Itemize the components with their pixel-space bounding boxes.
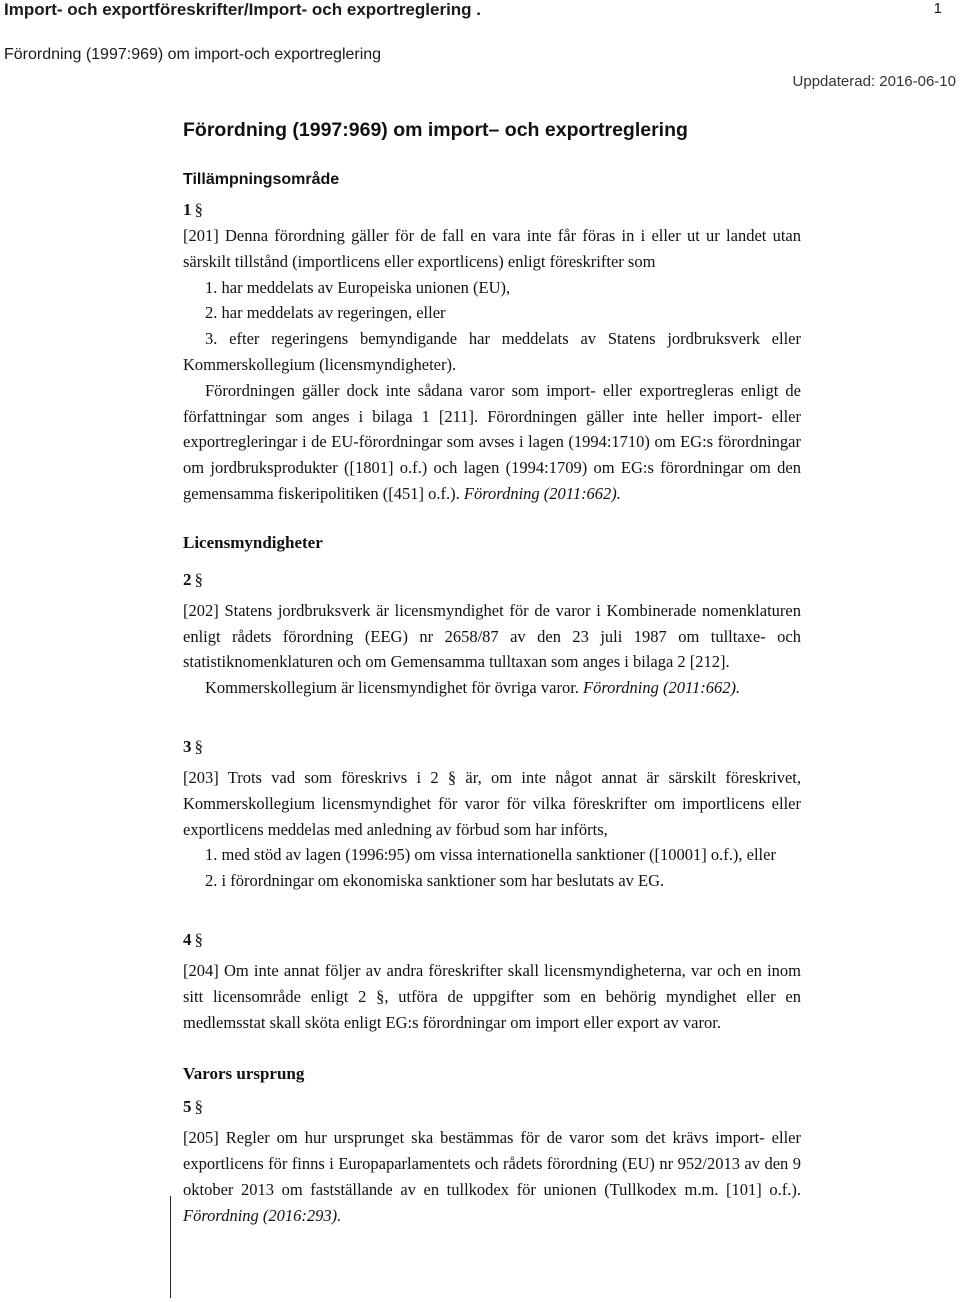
list-item-1-3: 3. efter regeringens bemyndigande har meddelats av Statens jordbruksverk eller Kommerskollegium (licensmyndigheter). bbox=[183, 329, 801, 374]
list-item-1-1: 1. har meddelats av Europeiska unionen (EU), bbox=[205, 277, 511, 297]
list-item-3-2: 2. i förordningar om ekonomiska sanktioner som har beslutats av EG. bbox=[205, 871, 665, 891]
paragraph-1-intro: [201] Denna förordning gäller för de fall en vara inte får föras in i eller ut ur landet utan särskilt tillstånd (importlicens eller exportlicens) enligt föreskrifter som bbox=[183, 226, 801, 271]
amendment-reference: Förordning (2011:662). bbox=[583, 678, 741, 698]
paragraph-4-text-b: , utföra de uppgifter som en behörig myndighet eller en medlemsstat skall sköta enligt EG:s förordningar om import eller export av varor. bbox=[183, 986, 801, 1032]
section-symbol: § bbox=[194, 200, 203, 219]
amendment-reference: Förordning (2011:662). bbox=[463, 483, 621, 503]
paragraph-3-text-b: är, om inte något annat är särskilt föreskrivet, Kommerskollegium licensmyndighet för varor för vilka föreskrifter om importlicens eller exportlicens meddelas med anledning av förbud som har införts, bbox=[183, 767, 802, 839]
section-symbol: § bbox=[194, 569, 203, 589]
paragraph-5-text: [205] Regler om hur ursprunget ska bestämmas för de varor som det krävs import- eller exportlicens för finns i Europaparlamentets och rådets förordning (EU) nr 952/2013 av den 9 oktober 2013 om fastställande av en tullkodex för unionen (Tullkodex m.m. [101] o.f.). bbox=[183, 1128, 801, 1199]
paragraph-4-body bbox=[183, 958, 801, 1035]
paragraph-number-3 bbox=[183, 734, 801, 760]
paragraph-number: 2 bbox=[183, 569, 192, 589]
paragraph-number-2 bbox=[183, 567, 801, 593]
paragraph-2-body: [202] Statens jordbruksverk är licensmyndighet för de varor i Kombinerade nomenklaturen enligt rådets förordning (EEG) nr 2658/87 av den 23 juli 1987 om tulltaxe- och statistiknomenklaturen och om Gemensamma tulltaxan som anges i bilaga 2 [212]. bbox=[183, 600, 801, 672]
paragraph-number: 4 bbox=[183, 929, 192, 949]
list-item-3-1: 1. med stöd av lagen (1996:95) om vissa internationella sanktioner ([10001] o.f.), eller bbox=[205, 845, 776, 865]
paragraph-number: 3 bbox=[183, 736, 192, 756]
section-symbol: § bbox=[194, 929, 203, 949]
document-body bbox=[183, 115, 801, 1229]
section-heading-tillampningsomrade: Tillämpningsområde bbox=[183, 171, 340, 188]
section-symbol: § bbox=[447, 767, 457, 787]
section-symbol: § bbox=[194, 736, 203, 756]
section-heading-varors-ursprung: Varors ursprung bbox=[183, 1064, 305, 1084]
document-title: Förordning (1997:969) om import– och exportreglering bbox=[183, 119, 688, 141]
running-header-title: Import- och exportföreskrifter/Import- och exportreglering . bbox=[4, 0, 482, 19]
running-header-subtitle: Förordning (1997:969) om import-och exportreglering bbox=[4, 46, 382, 63]
paragraph-number-4 bbox=[183, 927, 801, 953]
paragraph-1-body bbox=[183, 378, 801, 507]
paragraph-number-1 bbox=[183, 197, 801, 223]
amendment-reference: Förordning (2016:293). bbox=[183, 1205, 342, 1225]
paragraph-2-second bbox=[183, 675, 801, 701]
paragraph-1-text: Förordningen gäller dock inte sådana varor som import- eller exportregleras enligt de författningar som anges i bilaga 1 [211]. Förordningen gäller inte heller import- eller exportregleringar i de EU-förordningar som avses i lagen (1994:1710) om EG:s förordningar om jordbruksprodukter ([1801] o.f.) och lagen (1994:1709) om EG:s förordningar om den gemensamma fiskeripolitiken ([451] o.f.). bbox=[183, 380, 801, 503]
section-symbol: § bbox=[194, 1097, 203, 1117]
paragraph-3-body bbox=[183, 765, 801, 842]
paragraph-5-body bbox=[183, 1125, 801, 1228]
page-number: 1 bbox=[933, 0, 942, 17]
list-item-1-2: 2. har meddelats av regeringen, eller bbox=[205, 303, 446, 323]
paragraph-number-5 bbox=[183, 1094, 801, 1120]
paragraph-2-text: Kommerskollegium är licensmyndighet för övriga varor. bbox=[205, 678, 579, 698]
paragraph-number: 5 bbox=[183, 1097, 192, 1117]
updated-date: Uppdaterad: 2016-06-10 bbox=[792, 73, 956, 90]
change-bar bbox=[170, 1196, 171, 1298]
section-symbol: § bbox=[376, 986, 385, 1006]
paragraph-number: 1 bbox=[183, 200, 192, 219]
section-heading-licensmyndigheter: Licensmyndigheter bbox=[183, 532, 323, 552]
paragraph-4-text-a: [204] Om inte annat följer av andra föreskrifter skall licensmyndigheterna, var och en inom sitt licensområde enligt 2 bbox=[183, 960, 801, 1006]
paragraph-3-text-a: [203] Trots vad som föreskrivs i 2 bbox=[183, 767, 439, 787]
